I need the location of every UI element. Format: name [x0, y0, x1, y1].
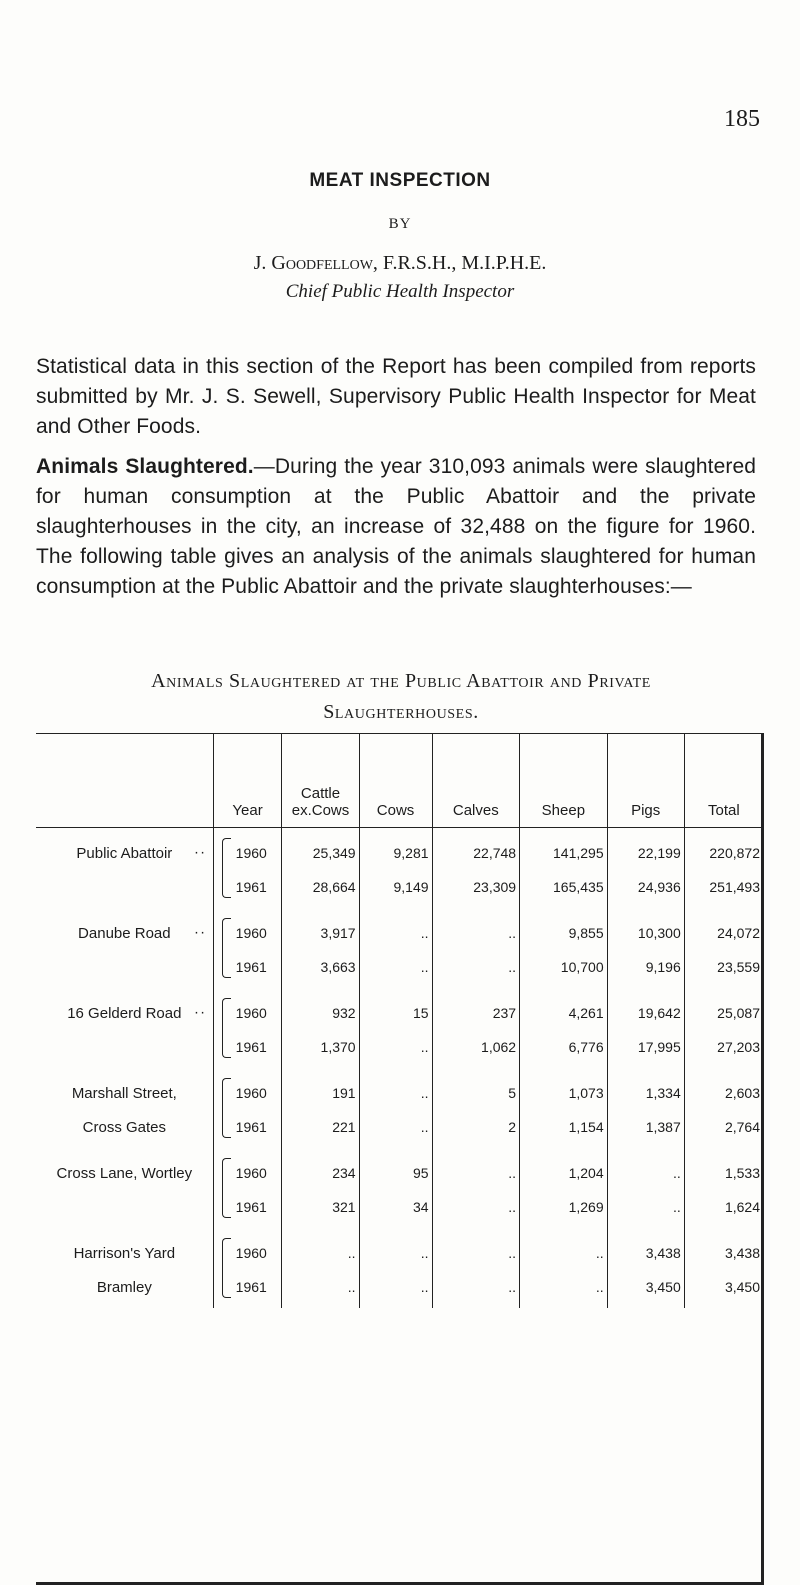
location-label: Harrison's Yard — [73, 1244, 176, 1262]
brace-mark — [222, 1190, 231, 1218]
header-total: Total — [684, 733, 763, 828]
brace-mark — [222, 1030, 231, 1058]
table-row — [36, 828, 764, 871]
cattle-cell: 191 — [282, 1068, 359, 1110]
leader-dots: .. — [194, 1000, 207, 1018]
cattle-cell: .. — [282, 1228, 359, 1270]
total-cell: 1,533 — [684, 1148, 763, 1190]
year-cell — [213, 908, 282, 950]
year-value: 1961 — [235, 959, 267, 975]
pigs-cell: 3,438 — [607, 1228, 684, 1270]
author-title: Chief Public Health Inspector — [285, 281, 515, 302]
year-cell — [213, 1110, 282, 1148]
leader-dots: .. — [194, 840, 207, 858]
intro-paragraph: Statistical data in this section of the Report has been compiled from reports submitted by Mr. J. S. Sewell, Supervisory Public Health Inspector for Meat and Other Foods. — [36, 355, 756, 438]
calves-cell: 5 — [432, 1068, 520, 1110]
cattle-cell: 28,664 — [282, 870, 359, 908]
table-row — [36, 1148, 764, 1190]
year-cell — [213, 1068, 282, 1110]
location-cell — [36, 1270, 213, 1308]
page-title: MEAT INSPECTION — [309, 170, 491, 191]
sheep-cell: 10,700 — [520, 950, 608, 988]
cows-cell: 9,149 — [359, 870, 432, 908]
cows-cell: 34 — [359, 1190, 432, 1228]
table-row — [36, 870, 764, 908]
year-value: 1960 — [235, 925, 267, 941]
total-cell: 220,872 — [684, 828, 763, 871]
table-row — [36, 988, 764, 1030]
location-cell — [36, 1068, 213, 1110]
year-cell — [213, 870, 282, 908]
location-label: Marshall Street, — [71, 1084, 177, 1102]
total-cell: 3,450 — [684, 1270, 763, 1308]
byline-by: BY — [388, 216, 412, 232]
header-pigs: Pigs — [607, 733, 684, 828]
cows-cell: .. — [359, 908, 432, 950]
calves-cell: .. — [432, 1148, 520, 1190]
year-cell — [213, 1228, 282, 1270]
year-value: 1961 — [235, 1279, 267, 1295]
header-cows: Cows — [359, 733, 432, 828]
table-body — [36, 828, 764, 1309]
year-value: 1960 — [235, 1005, 267, 1021]
year-value: 1960 — [235, 1085, 267, 1101]
animals-slaughtered-text: —During the year 310,093 animals were slaughtered for human consumption at the Public Abattoir and the private slaughterhouses in the city, an increase of 32,488 on the figure for 1960. The following table gives an analysis of the animals slaughtered for human consumption at the Public Abattoir and the private slaughterhouses:— — [36, 455, 757, 598]
calves-cell: .. — [432, 1270, 520, 1308]
cows-cell: .. — [359, 1270, 432, 1308]
location-cell — [36, 870, 213, 908]
calves-cell: .. — [432, 1190, 520, 1228]
year-cell — [213, 1270, 282, 1308]
cows-cell: .. — [359, 950, 432, 988]
cows-cell: .. — [359, 1228, 432, 1270]
year-value: 1961 — [235, 879, 267, 895]
table-header-row — [36, 733, 764, 828]
year-cell — [213, 988, 282, 1030]
sheep-cell: .. — [520, 1270, 608, 1308]
page-number: 185 — [724, 106, 760, 132]
total-cell: 2,603 — [684, 1068, 763, 1110]
cows-cell: 15 — [359, 988, 432, 1030]
table-caption — [36, 666, 766, 728]
leader-dots: .. — [194, 920, 207, 938]
table-row — [36, 1190, 764, 1228]
slaughter-table-container — [36, 733, 764, 1585]
year-value: 1961 — [235, 1199, 267, 1215]
sheep-cell: 141,295 — [520, 828, 608, 871]
location-cell — [36, 1190, 213, 1228]
calves-cell: 22,748 — [432, 828, 520, 871]
total-cell: 1,624 — [684, 1190, 763, 1228]
location-cell — [36, 1110, 213, 1148]
sheep-cell: .. — [520, 1228, 608, 1270]
cattle-cell: 221 — [282, 1110, 359, 1148]
location-cell — [36, 1030, 213, 1068]
table-caption-line-2: Slaughterhouses. — [323, 701, 479, 723]
table-row — [36, 1270, 764, 1308]
brace-mark — [222, 998, 231, 1030]
year-cell — [213, 1190, 282, 1228]
pigs-cell: 3,450 — [607, 1270, 684, 1308]
header-year: Year — [213, 733, 282, 828]
brace-mark — [222, 870, 231, 898]
location-label: Cross Lane, Wortley — [56, 1164, 193, 1182]
location-cell — [36, 1228, 213, 1270]
total-cell: 27,203 — [684, 1030, 763, 1068]
brace-mark — [222, 1270, 231, 1298]
year-value: 1960 — [235, 845, 267, 861]
year-cell — [213, 1148, 282, 1190]
table-row — [36, 908, 764, 950]
sheep-cell: 1,154 — [520, 1110, 608, 1148]
year-value: 1960 — [235, 1245, 267, 1261]
pigs-cell: 17,995 — [607, 1030, 684, 1068]
author-name: J. Goodfellow, F.R.S.H., M.I.P.H.E. — [253, 252, 547, 274]
table-caption-line-1: Animals Slaughtered at the Public Abattoir and Private — [151, 670, 651, 692]
header-sheep: Sheep — [520, 733, 608, 828]
location-label: 16 Gelderd Road — [67, 1004, 182, 1022]
sheep-cell: 165,435 — [520, 870, 608, 908]
total-cell: 24,072 — [684, 908, 763, 950]
animals-slaughtered-paragraph — [36, 452, 756, 602]
total-cell: 251,493 — [684, 870, 763, 908]
pigs-cell: .. — [607, 1148, 684, 1190]
pigs-cell: 19,642 — [607, 988, 684, 1030]
cattle-cell: 1,370 — [282, 1030, 359, 1068]
cows-cell: .. — [359, 1110, 432, 1148]
table-row — [36, 1110, 764, 1148]
total-cell: 23,559 — [684, 950, 763, 988]
pigs-cell: .. — [607, 1190, 684, 1228]
sheep-cell: 4,261 — [520, 988, 608, 1030]
location-label: Bramley — [96, 1278, 152, 1296]
cattle-cell: 25,349 — [282, 828, 359, 871]
cattle-cell: 234 — [282, 1148, 359, 1190]
location-label: Danube Road — [78, 924, 171, 942]
table-row — [36, 1068, 764, 1110]
total-cell: 2,764 — [684, 1110, 763, 1148]
cattle-cell: 321 — [282, 1190, 359, 1228]
table-row — [36, 1228, 764, 1270]
calves-cell: 23,309 — [432, 870, 520, 908]
total-cell: 25,087 — [684, 988, 763, 1030]
sheep-cell: 1,204 — [520, 1148, 608, 1190]
brace-mark — [222, 950, 231, 978]
calves-cell: 237 — [432, 988, 520, 1030]
sheep-cell: 1,269 — [520, 1190, 608, 1228]
year-value: 1961 — [235, 1039, 267, 1055]
brace-mark — [222, 1110, 231, 1138]
calves-cell: .. — [432, 950, 520, 988]
year-cell — [213, 950, 282, 988]
cattle-cell: .. — [282, 1270, 359, 1308]
brace-mark — [222, 918, 231, 950]
pigs-cell: 24,936 — [607, 870, 684, 908]
cows-cell: .. — [359, 1068, 432, 1110]
calves-cell: 1,062 — [432, 1030, 520, 1068]
table-row — [36, 1030, 764, 1068]
location-cell — [36, 988, 213, 1030]
total-cell: 3,438 — [684, 1228, 763, 1270]
location-cell — [36, 828, 213, 871]
brace-mark — [222, 1238, 231, 1270]
brace-mark — [222, 1078, 231, 1110]
pigs-cell: 10,300 — [607, 908, 684, 950]
pigs-cell: 22,199 — [607, 828, 684, 871]
sheep-cell: 9,855 — [520, 908, 608, 950]
pigs-cell: 1,334 — [607, 1068, 684, 1110]
year-value: 1961 — [235, 1119, 267, 1135]
table-row — [36, 950, 764, 988]
sheep-cell: 1,073 — [520, 1068, 608, 1110]
location-label: Cross Gates — [82, 1118, 167, 1136]
pigs-cell: 9,196 — [607, 950, 684, 988]
location-cell — [36, 950, 213, 988]
location-cell — [36, 908, 213, 950]
calves-cell: .. — [432, 1228, 520, 1270]
brace-mark — [222, 838, 231, 870]
header-cattle: Cattle ex.Cows — [282, 733, 359, 828]
cows-cell: .. — [359, 1030, 432, 1068]
cattle-cell: 932 — [282, 988, 359, 1030]
year-cell — [213, 828, 282, 871]
cows-cell: 9,281 — [359, 828, 432, 871]
year-cell — [213, 1030, 282, 1068]
calves-cell: 2 — [432, 1110, 520, 1148]
calves-cell: .. — [432, 908, 520, 950]
slaughter-table — [36, 733, 764, 1308]
section-runin-heading: Animals Slaughtered. — [36, 455, 254, 478]
cattle-cell: 3,917 — [282, 908, 359, 950]
pigs-cell: 1,387 — [607, 1110, 684, 1148]
sheep-cell: 6,776 — [520, 1030, 608, 1068]
header-location — [36, 733, 213, 828]
cattle-cell: 3,663 — [282, 950, 359, 988]
cows-cell: 95 — [359, 1148, 432, 1190]
location-label: Public Abattoir — [76, 844, 173, 862]
year-value: 1960 — [235, 1165, 267, 1181]
header-calves: Calves — [432, 733, 520, 828]
location-cell — [36, 1148, 213, 1190]
brace-mark — [222, 1158, 231, 1190]
